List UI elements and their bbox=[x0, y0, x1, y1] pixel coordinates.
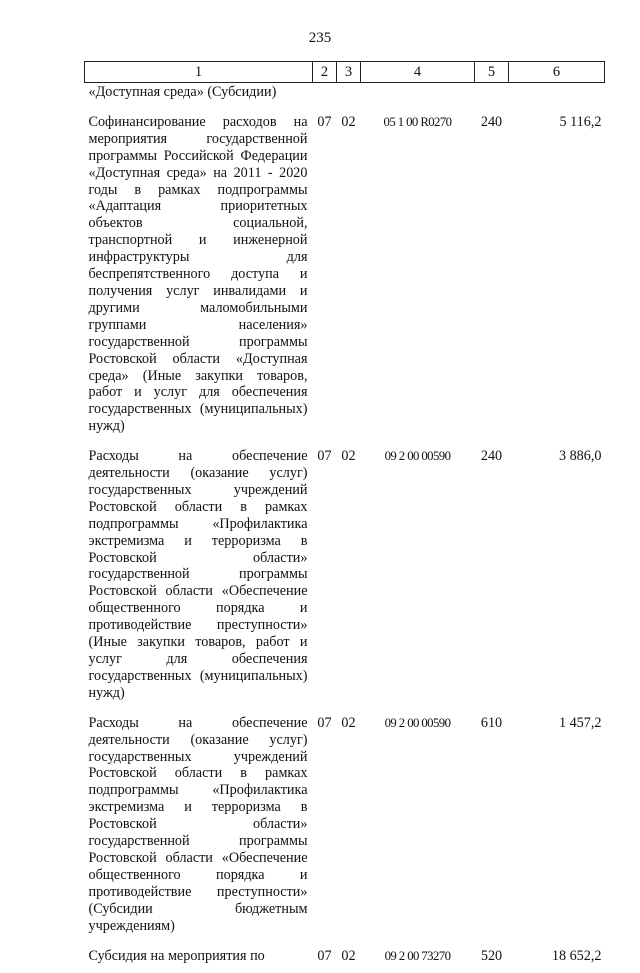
row-description: Расходы на обеспечение деятельности (оказание услуг) государственных учреждений Ростовской области в рамках подпрограммы «Профилактика экстремизма и терроризма в Ростовской области» государственной программы Ростовской области «Обеспечение общественного порядка и противодействие преступности» (Субсидии бюджетным учреждениям) bbox=[85, 711, 313, 944]
continuation-text: «Доступная среда» (Субсидии) bbox=[85, 83, 313, 110]
table-header bbox=[85, 62, 605, 83]
page-number: 235 bbox=[0, 30, 640, 47]
row-section: 07 bbox=[313, 444, 337, 711]
row-subsection: 02 bbox=[337, 110, 361, 444]
table-row bbox=[85, 711, 605, 944]
row-target-article: 05 1 00 R0270 bbox=[361, 110, 475, 444]
row-amount: 18 652,2 bbox=[509, 944, 605, 973]
table-row bbox=[85, 444, 605, 711]
row-target-article: 09 2 00 73270 bbox=[361, 944, 475, 973]
row-description: Софинансирование расходов на мероприятия государственной программы Российской Федерации «Доступная среда» на 2011 - 2020 годы в рамках подпрограммы «Адаптация приоритетных объектов социальной, транспортной и инженерной инфраструктуры для беспрепятственного доступа и получения услуг инвалидами и другими маломобильными группами населения» государственной программы Ростовской области «Доступная среда» (Иные закупки товаров, работ и услуг для обеспечения государственных (муниципальных) нужд) bbox=[85, 110, 313, 444]
header-col-2: 2 bbox=[313, 62, 337, 83]
header-row bbox=[85, 62, 605, 83]
row-target-article: 09 2 00 00590 bbox=[361, 711, 475, 944]
table-row bbox=[85, 110, 605, 444]
row-amount: 1 457,2 bbox=[509, 711, 605, 944]
row-amount: 5 116,2 bbox=[509, 110, 605, 444]
row-target-article: 09 2 00 00590 bbox=[361, 444, 475, 711]
header-col-5: 5 bbox=[475, 62, 509, 83]
row-description: Расходы на обеспечение деятельности (оказание услуг) государственных учреждений Ростовской области в рамках подпрограммы «Профилактика экстремизма и терроризма в Ростовской области» государственной программы Ростовской области «Обеспечение общественного порядка и противодействие преступности» (Иные закупки товаров, работ и услуг для обеспечения государственных (муниципальных) нужд) bbox=[85, 444, 313, 711]
row-expense-type: 240 bbox=[475, 444, 509, 711]
header-col-3: 3 bbox=[337, 62, 361, 83]
row-section: 07 bbox=[313, 944, 337, 973]
continuation-row bbox=[85, 83, 605, 110]
header-col-4: 4 bbox=[361, 62, 475, 83]
row-amount: 3 886,0 bbox=[509, 444, 605, 711]
row-section: 07 bbox=[313, 110, 337, 444]
header-col-6: 6 bbox=[509, 62, 605, 83]
table-body bbox=[85, 83, 605, 973]
row-expense-type: 610 bbox=[475, 711, 509, 944]
row-expense-type: 240 bbox=[475, 110, 509, 444]
row-subsection: 02 bbox=[337, 944, 361, 973]
row-subsection: 02 bbox=[337, 711, 361, 944]
budget-table bbox=[84, 61, 605, 973]
row-description: Субсидия на мероприятия по bbox=[85, 944, 313, 973]
row-section: 07 bbox=[313, 711, 337, 944]
row-subsection: 02 bbox=[337, 444, 361, 711]
header-col-1: 1 bbox=[85, 62, 313, 83]
row-expense-type: 520 bbox=[475, 944, 509, 973]
table-row bbox=[85, 944, 605, 973]
